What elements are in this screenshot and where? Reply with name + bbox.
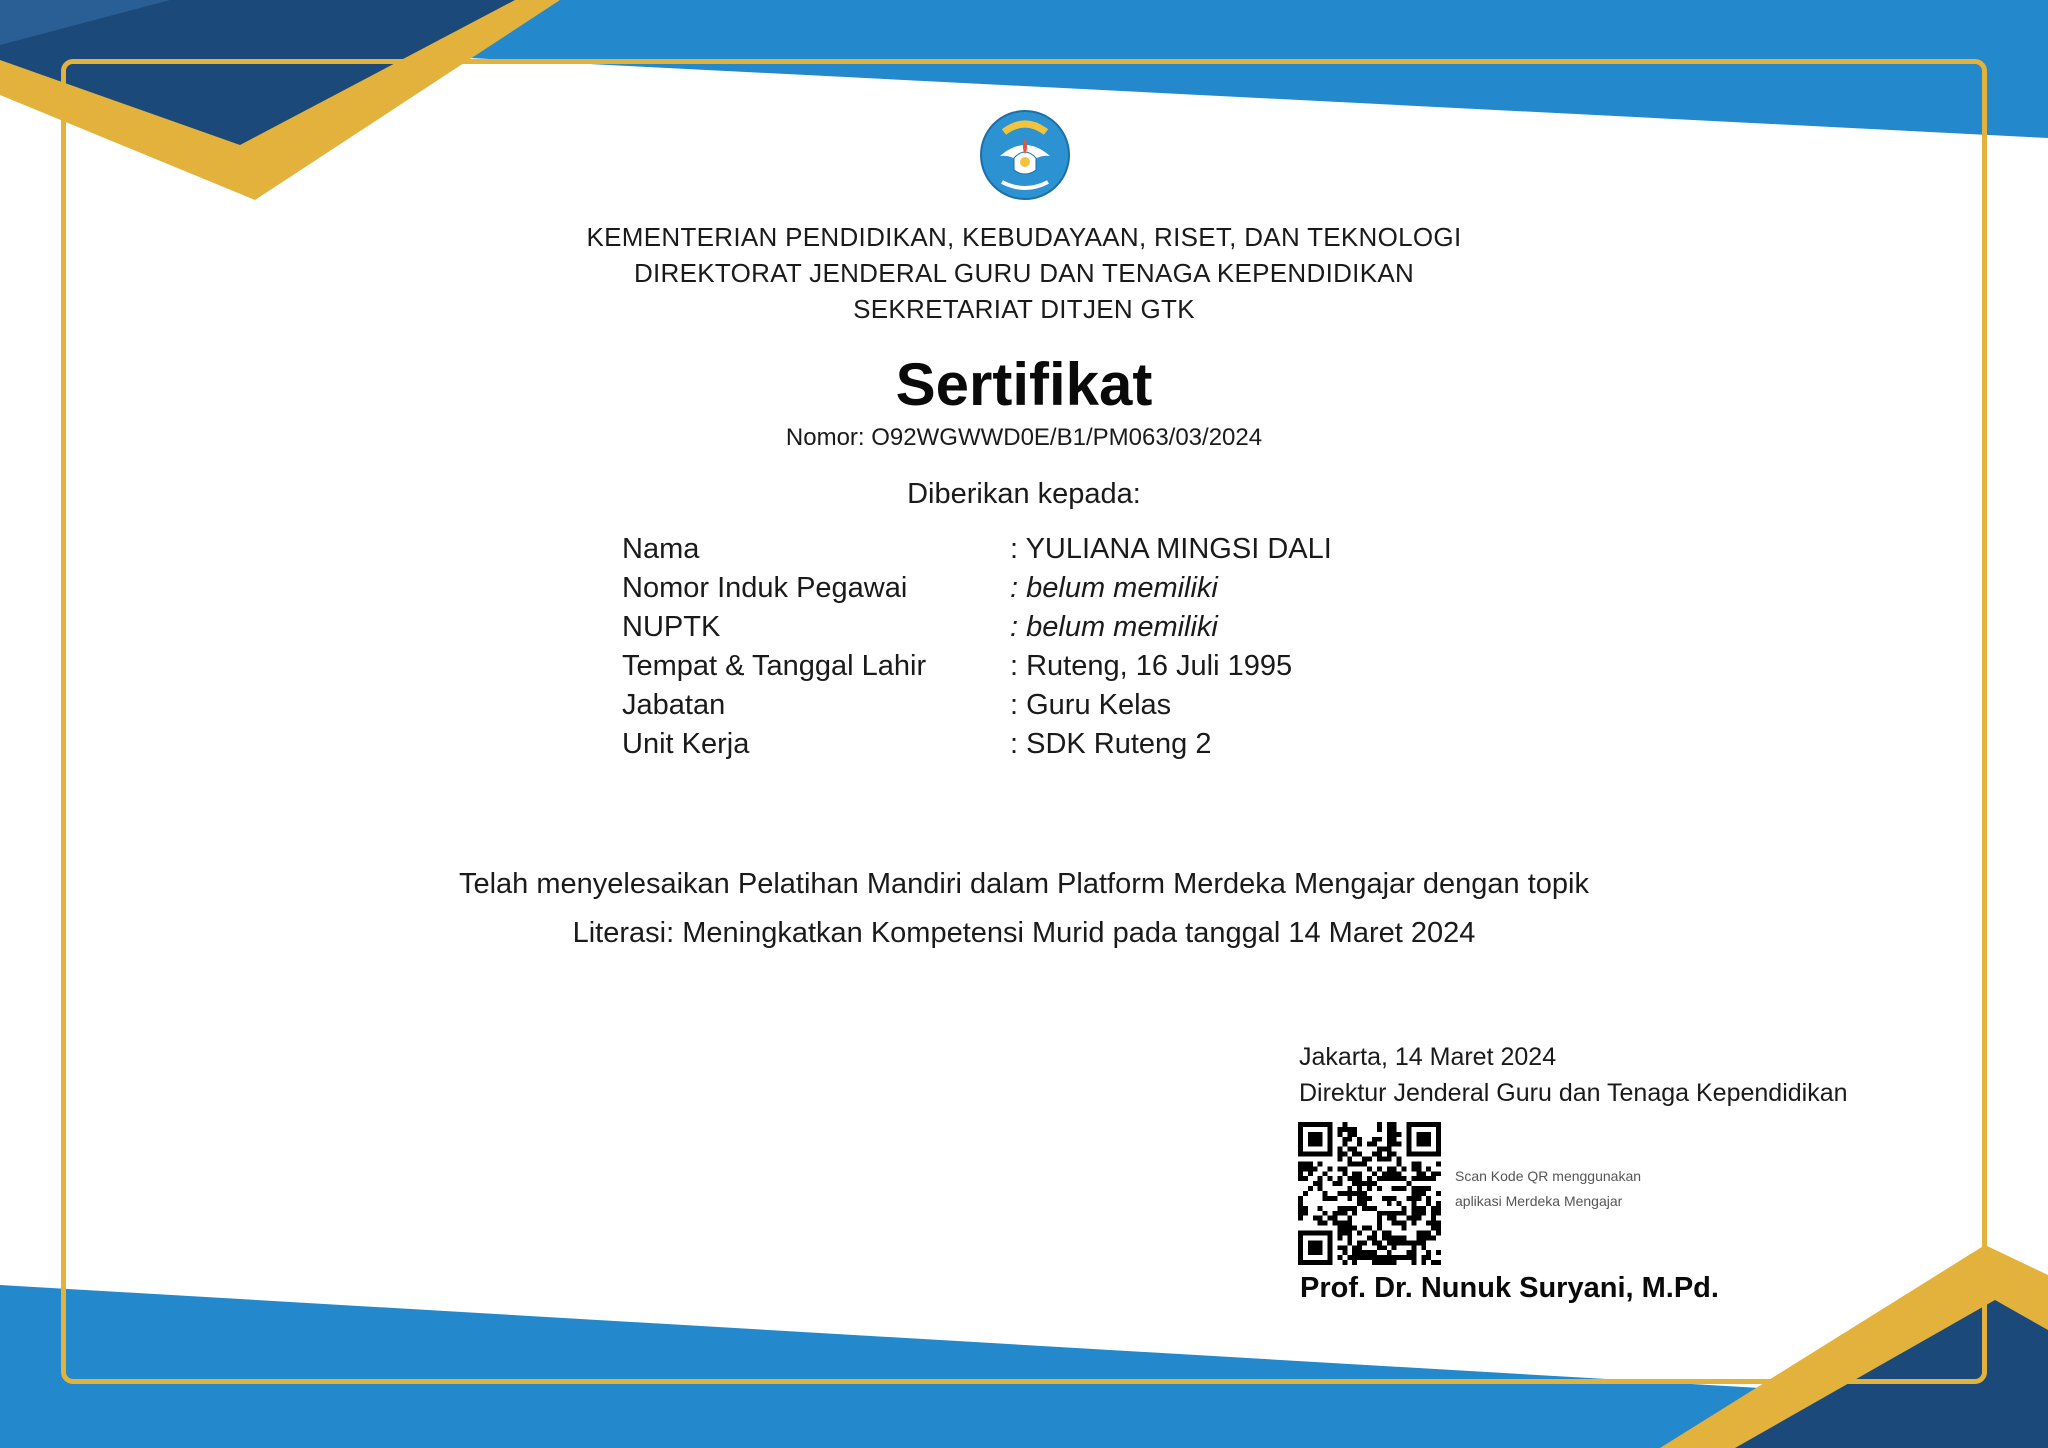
info-label: Nomor Induk Pegawai <box>622 572 908 604</box>
certificate-number: Nomor: O92WGWWD0E/B1/PM063/03/2024 <box>785 424 1263 451</box>
info-value: : belum memiliki <box>1010 611 1218 643</box>
info-label: NUPTK <box>622 611 721 643</box>
certificate-title: Sertifikat <box>895 351 1153 418</box>
info-value: : belum memiliki <box>1010 572 1218 604</box>
completion-statement-line1: Telah menyelesaikan Pelatihan Mandiri dalam Platform Merdeka Mengajar dengan topik <box>458 868 1589 900</box>
tut-wuri-handayani-emblem-icon <box>978 108 1072 202</box>
info-label: Unit Kerja <box>622 728 750 760</box>
signer-name: Prof. Dr. Nunuk Suryani, M.Pd. <box>1300 1272 1719 1304</box>
info-label: Nama <box>622 533 700 565</box>
info-value: : SDK Ruteng 2 <box>1010 728 1212 760</box>
ministry-name: KEMENTERIAN PENDIDIKAN, KEBUDAYAAN, RISET, DAN TEKNOLOGI <box>586 222 1462 252</box>
qr-note-line1: Scan Kode QR menggunakan <box>1455 1168 1642 1184</box>
directorate-name: DIREKTORAT JENDERAL GURU DAN TENAGA KEPENDIDIKAN <box>633 258 1415 288</box>
signature-place-date: Jakarta, 14 Maret 2024 <box>1299 1043 1557 1071</box>
qr-note-line2: aplikasi Merdeka Mengajar <box>1455 1193 1623 1209</box>
completion-statement-line2: Literasi: Meningkatkan Kompetensi Murid pada tanggal 14 Maret 2024 <box>572 917 1476 949</box>
qr-code-icon[interactable] <box>1298 1122 1441 1265</box>
info-label: Tempat & Tanggal Lahir <box>622 650 927 682</box>
signer-position: Direktur Jenderal Guru dan Tenaga Kependidikan <box>1299 1079 1848 1107</box>
given-to-label: Diberikan kepada: <box>907 478 1141 510</box>
info-label: Jabatan <box>622 689 726 721</box>
info-value: : Guru Kelas <box>1010 689 1172 721</box>
info-value: : YULIANA MINGSI DALI <box>1010 533 1332 565</box>
info-value: : Ruteng, 16 Juli 1995 <box>1010 650 1293 682</box>
secretariat-name: SEKRETARIAT DITJEN GTK <box>853 294 1195 324</box>
